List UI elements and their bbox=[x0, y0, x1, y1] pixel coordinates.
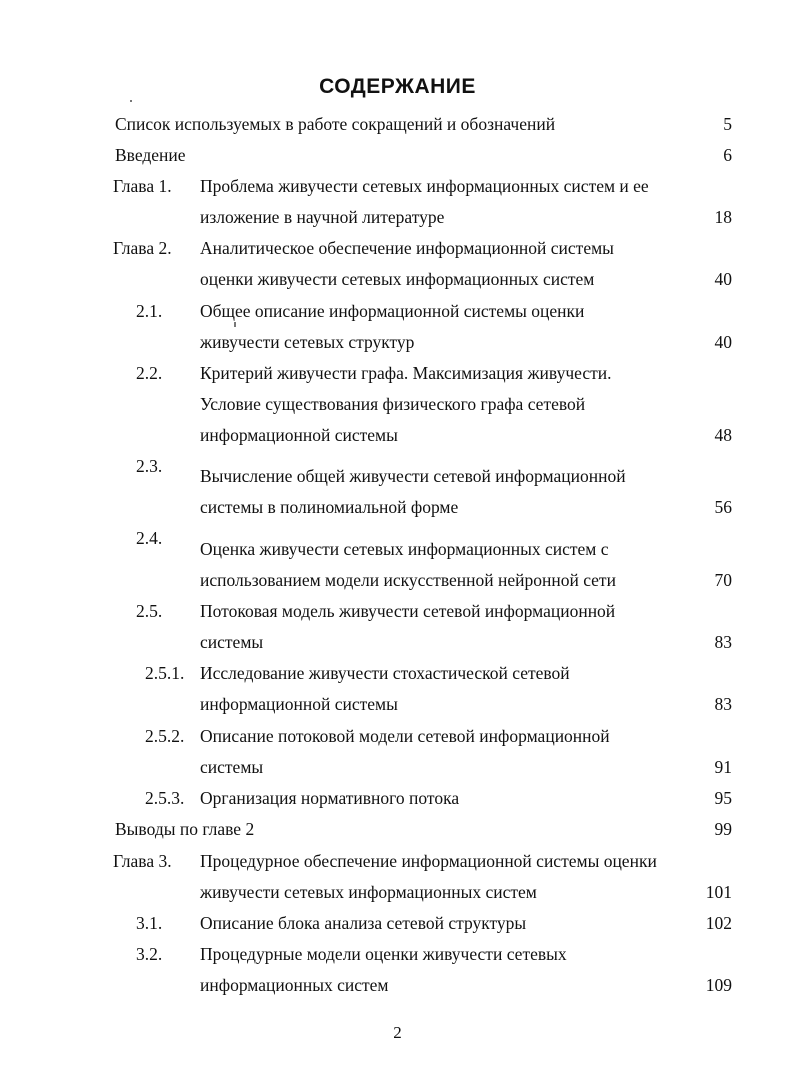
toc-entry-page: 91 bbox=[714, 757, 732, 777]
toc-entry-text: Общее описание информационной системы оценки bbox=[200, 301, 585, 321]
toc-entry-text: живучести сетевых информационных систем bbox=[200, 882, 537, 902]
toc-entry-text: Оценка живучести сетевых информационных систем с bbox=[200, 539, 609, 559]
toc-entry-number: 2.3. bbox=[136, 456, 163, 476]
toc-entry-number: 2.5.2. bbox=[145, 726, 185, 746]
toc-entry-text: оценки живучести сетевых информационных систем bbox=[200, 269, 595, 289]
toc-entry-number: 2.2. bbox=[136, 363, 163, 383]
toc-entry-number: Глава 2. bbox=[113, 238, 172, 258]
toc-entry-text: Описание блока анализа сетевой структуры bbox=[200, 913, 527, 933]
scan-speck bbox=[234, 322, 236, 327]
toc-entry-page: 99 bbox=[714, 819, 732, 839]
toc-entry-page: 56 bbox=[714, 497, 732, 517]
page-number: 2 bbox=[393, 1023, 402, 1042]
toc-entry-text: использованием модели искусственной нейронной сети bbox=[200, 570, 616, 590]
toc-entry-text: системы bbox=[200, 632, 264, 652]
toc-entry-text: изложение в научной литературе bbox=[200, 207, 445, 227]
toc-entry-text: Условие существования физического графа сетевой bbox=[200, 394, 586, 414]
toc-entry-number: 2.1. bbox=[136, 301, 163, 321]
toc-entry-text: Организация нормативного потока bbox=[200, 788, 460, 808]
toc-entry-page: 18 bbox=[714, 207, 732, 227]
toc-entry-page: 40 bbox=[714, 269, 732, 289]
toc-entry-page: 101 bbox=[705, 882, 732, 902]
toc-entry-number: 2.4. bbox=[136, 528, 163, 548]
toc-entry-text: Исследование живучести стохастической сетевой bbox=[200, 663, 570, 683]
toc-entry-text: Вычисление общей живучести сетевой информационной bbox=[200, 466, 626, 486]
toc-entry-page: 109 bbox=[705, 975, 732, 995]
toc-entry-number: 2.5.1. bbox=[145, 663, 185, 683]
toc-entry-page: 70 bbox=[714, 570, 732, 590]
toc-entry-text: Потоковая модель живучести сетевой информационной bbox=[200, 601, 616, 621]
toc-entry-text: информационной системы bbox=[200, 694, 398, 714]
toc-entry-page: 95 bbox=[714, 788, 732, 808]
toc-entry-number: Глава 1. bbox=[113, 176, 172, 196]
toc-entry-text: Список используемых в работе сокращений и обозначений bbox=[115, 114, 556, 134]
toc-entry-text: информационной системы bbox=[200, 425, 398, 445]
toc-entry-text: информационных систем bbox=[200, 975, 389, 995]
toc-entry-page: 40 bbox=[714, 332, 732, 352]
toc-entry-text: системы в полиномиальной форме bbox=[200, 497, 459, 517]
toc-entry-text: системы bbox=[200, 757, 264, 777]
toc-entry-page: 6 bbox=[723, 145, 732, 165]
toc-entry-number: 2.5. bbox=[136, 601, 163, 621]
toc-entry-text: Выводы по главе 2 bbox=[115, 819, 255, 839]
toc-entry-text: Описание потоковой модели сетевой информационной bbox=[200, 726, 610, 746]
scan-speck bbox=[130, 100, 132, 102]
toc-entry-text: Критерий живучести графа. Максимизация живучести. bbox=[200, 363, 612, 383]
toc-entry-text: живучести сетевых структур bbox=[200, 332, 415, 352]
toc-entry-text: Аналитическое обеспечение информационной системы bbox=[200, 238, 614, 258]
toc-entry-page: 5 bbox=[723, 114, 732, 134]
toc-entry-page: 83 bbox=[714, 694, 732, 714]
toc-entry-page: 83 bbox=[714, 632, 732, 652]
toc-entry-number: 2.5.3. bbox=[145, 788, 185, 808]
toc-entry-text: Процедурное обеспечение информационной системы оценки bbox=[200, 851, 657, 871]
toc-entry-page: 102 bbox=[705, 913, 732, 933]
toc-entry-number: 3.2. bbox=[136, 944, 163, 964]
toc-entry-text: Процедурные модели оценки живучести сетевых bbox=[200, 944, 567, 964]
toc-entry-number: Глава 3. bbox=[113, 851, 172, 871]
toc-entry-text: Проблема живучести сетевых информационных систем и ее bbox=[200, 176, 649, 196]
toc-entry-text: Введение bbox=[115, 145, 186, 165]
toc-entry-number: 3.1. bbox=[136, 913, 163, 933]
toc-entry-page: 48 bbox=[714, 425, 732, 445]
page-title: СОДЕРЖАНИЕ bbox=[319, 75, 476, 98]
